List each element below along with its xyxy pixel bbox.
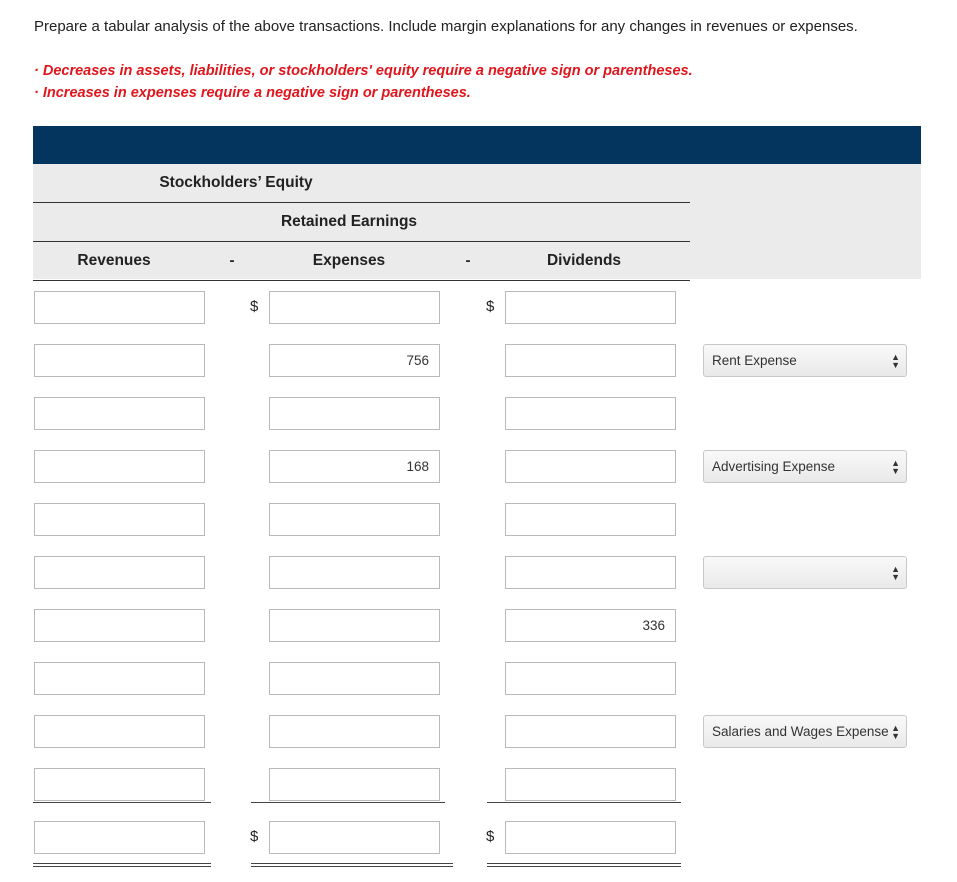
dividends-input[interactable] bbox=[505, 291, 676, 324]
expenses-input[interactable]: 756 bbox=[269, 344, 440, 377]
instructions-text: Prepare a tabular analysis of the above transactions. Include margin explanations for any changes in revenues or expenses. bbox=[34, 18, 858, 35]
explanation-select[interactable] bbox=[703, 556, 907, 589]
dividends-input[interactable] bbox=[505, 344, 676, 377]
minus-operator: - bbox=[229, 252, 235, 269]
header-rule bbox=[33, 280, 690, 281]
expenses-input[interactable] bbox=[269, 662, 440, 695]
explanation-select[interactable] bbox=[703, 715, 907, 748]
explanation-select[interactable] bbox=[703, 344, 907, 377]
revenues-input[interactable] bbox=[34, 556, 205, 589]
revenues-input[interactable] bbox=[34, 291, 205, 324]
revenues-input[interactable] bbox=[34, 715, 205, 748]
select-arrows-icon: ▲ ▼ bbox=[891, 351, 900, 370]
dividends-input[interactable] bbox=[505, 503, 676, 536]
dividends-input[interactable] bbox=[505, 768, 676, 801]
header-rule bbox=[33, 241, 690, 242]
dollar-sign: $ bbox=[486, 298, 495, 315]
expenses-input[interactable]: 168 bbox=[269, 450, 440, 483]
subtotal-underline bbox=[487, 802, 681, 803]
explanation-select-value: Rent Expense bbox=[712, 353, 797, 368]
stockholders-equity-header: Stockholders’ Equity bbox=[159, 174, 313, 191]
note-expenses: · Increases in expenses require a negative sign or parentheses. bbox=[34, 85, 471, 101]
dividends-column-header: Dividends bbox=[546, 252, 622, 269]
subtotal-underline bbox=[33, 802, 211, 803]
header-rule bbox=[33, 202, 690, 203]
revenues-input[interactable] bbox=[34, 609, 205, 642]
total-revenues-input[interactable] bbox=[34, 821, 205, 854]
revenues-input[interactable] bbox=[34, 662, 205, 695]
explanation-select-value: Salaries and Wages Expense bbox=[712, 724, 889, 739]
revenues-input[interactable] bbox=[34, 503, 205, 536]
dollar-sign: $ bbox=[250, 828, 259, 845]
select-arrows-icon: ▲ ▼ bbox=[891, 563, 900, 582]
expenses-column-header: Expenses bbox=[312, 252, 386, 269]
dividends-input[interactable] bbox=[505, 397, 676, 430]
revenues-column-header: Revenues bbox=[77, 252, 151, 269]
total-double-underline bbox=[251, 863, 453, 867]
minus-operator: - bbox=[465, 252, 471, 269]
dollar-sign: $ bbox=[250, 298, 259, 315]
dividends-input[interactable] bbox=[505, 450, 676, 483]
revenues-input[interactable] bbox=[34, 344, 205, 377]
select-arrows-icon: ▲ ▼ bbox=[891, 722, 900, 741]
expenses-input[interactable] bbox=[269, 503, 440, 536]
explanation-select-value: Advertising Expense bbox=[712, 459, 836, 474]
retained-earnings-header: Retained Earnings bbox=[280, 213, 418, 230]
dividends-input[interactable] bbox=[505, 662, 676, 695]
dividends-input[interactable] bbox=[505, 556, 676, 589]
subtotal-underline bbox=[251, 802, 445, 803]
total-double-underline bbox=[33, 863, 211, 867]
explanation-select[interactable] bbox=[703, 450, 907, 483]
note-decreases: · Decreases in assets, liabilities, or stockholders' equity require a negative sign or parentheses. bbox=[34, 63, 693, 79]
expenses-input[interactable] bbox=[269, 291, 440, 324]
dollar-sign: $ bbox=[486, 828, 495, 845]
dividends-input[interactable]: 336 bbox=[505, 609, 676, 642]
select-arrows-icon: ▲ ▼ bbox=[891, 457, 900, 476]
total-double-underline bbox=[487, 863, 681, 867]
revenues-input[interactable] bbox=[34, 768, 205, 801]
total-dividends-input[interactable] bbox=[505, 821, 676, 854]
total-expenses-input[interactable] bbox=[269, 821, 440, 854]
expenses-input[interactable] bbox=[269, 609, 440, 642]
expenses-input[interactable] bbox=[269, 556, 440, 589]
expenses-input[interactable] bbox=[269, 397, 440, 430]
revenues-input[interactable] bbox=[34, 397, 205, 430]
expenses-input[interactable] bbox=[269, 768, 440, 801]
table-banner bbox=[33, 126, 921, 164]
expenses-input[interactable] bbox=[269, 715, 440, 748]
dividends-input[interactable] bbox=[505, 715, 676, 748]
revenues-input[interactable] bbox=[34, 450, 205, 483]
